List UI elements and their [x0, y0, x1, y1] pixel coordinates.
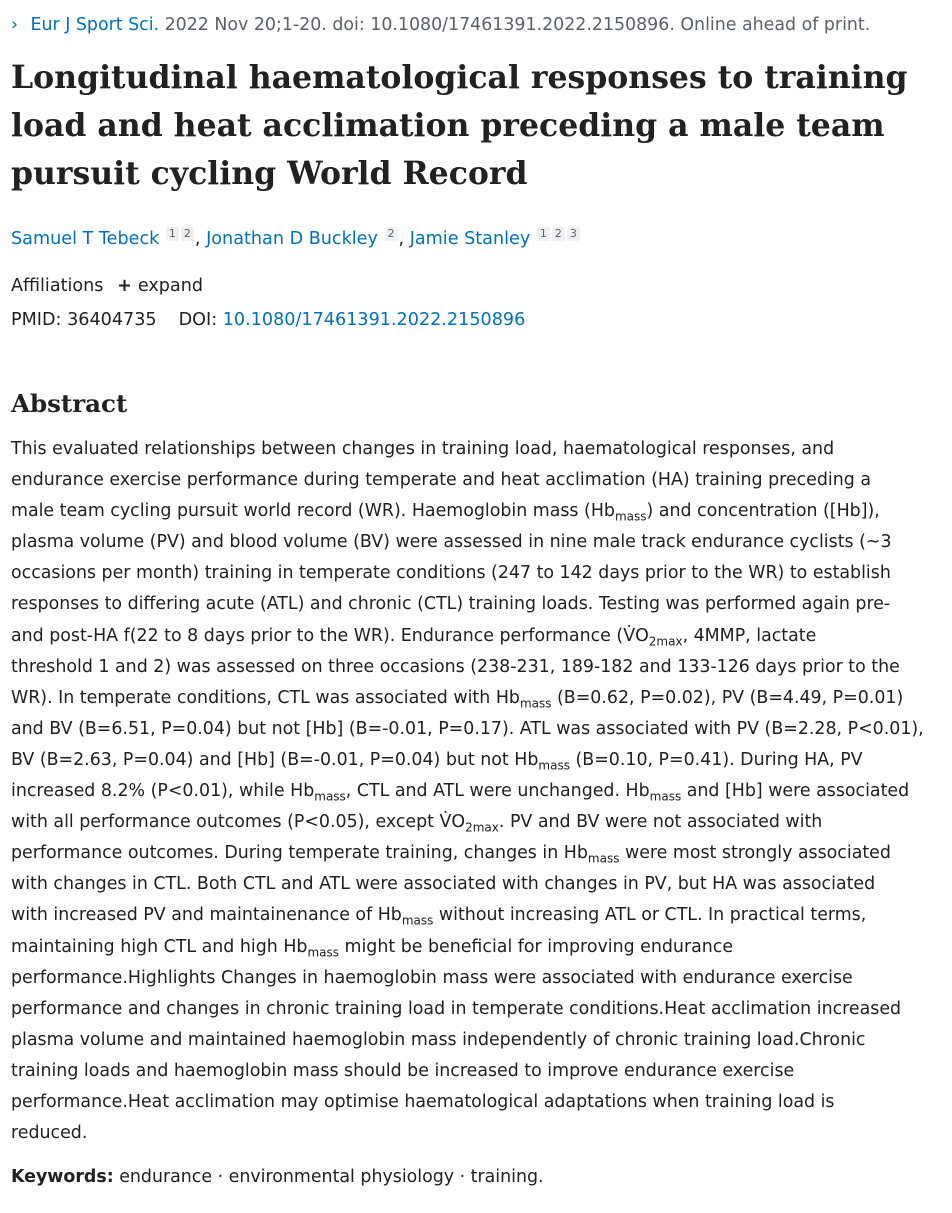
abstract-line: performance.Heat acclimation may optimise haematological adaptations when training load is	[11, 1091, 835, 1112]
abstract-line: training loads and haemoglobin mass should be increased to improve endurance exercise	[11, 1060, 795, 1081]
abstract-line: with all performance outcomes (P<0.05), except $V̇O_{2max}$. PV and BV were not associated with	[11, 812, 823, 835]
affiliation-ref[interactable]: 1	[166, 227, 179, 241]
abstract-line: performance and changes in chronic training load in temperate conditions.Heat acclimation increased	[11, 998, 902, 1019]
chevron-right-icon[interactable]: ›	[11, 15, 18, 35]
affiliation-ref[interactable]: 1	[537, 227, 550, 241]
journal-citation	[11, 13, 940, 37]
abstract-text	[11, 434, 940, 1149]
journal-link[interactable]: Eur J Sport Sci.	[30, 15, 160, 35]
abstract-heading: Abstract	[11, 389, 128, 418]
affiliation-ref[interactable]: 2	[552, 227, 565, 241]
abstract-line: performance outcomes. During temperate training, changes in $Hb_{mass}$ were most strongly associated	[11, 843, 891, 866]
abstract-line: responses to differing acute (ATL) and chronic (CTL) training loads. Testing was performed again pre-	[11, 594, 891, 615]
article-title: Longitudinal haematological responses to training load and heat acclimation preceding a male team pursuit cycling World Record	[11, 59, 908, 192]
abstract-line: WR). In temperate conditions, CTL was associated with $Hb_{mass}$ (B=0.62, P=0.02), PV (B=4.49, P=0.01)	[11, 687, 904, 711]
keywords-label: Keywords:	[11, 1167, 114, 1188]
abstract-line: occasions per month) training in temperate conditions (247 to 142 days prior to the WR) to establish	[11, 563, 891, 584]
pmid-label: PMID:	[11, 310, 62, 330]
citation-text: 2022 Nov 20;1-20. doi: 10.1080/17461391.2022.2150896. Online ahead of print.	[164, 15, 871, 35]
abstract-line: plasma volume and maintained haemoglobin mass independently of chronic training load.Chronic	[11, 1029, 866, 1050]
abstract-line: increased 8.2% (P<0.01), while $Hb_{mass}$, CTL and ATL were unchanged. $Hb_{mass}$ and [Hb] were associated	[11, 781, 910, 804]
affiliation-ref[interactable]: 2	[181, 227, 194, 241]
author-link[interactable]: Jamie Stanley	[409, 229, 531, 249]
doi-link[interactable]: 10.1080/17461391.2022.2150896	[222, 310, 526, 330]
article-identifiers	[11, 307, 940, 333]
abstract-line: with increased PV and maintainenance of $Hb_{mass}$ without increasing ATL or CTL. In practical terms,	[11, 905, 867, 928]
abstract-line: threshold 1 and 2) was assessed on three occasions (238-231, 189-182 and 133-126 days prior to the	[11, 656, 900, 677]
affiliation-ref[interactable]: 3	[567, 227, 580, 241]
author-link[interactable]: Jonathan D Buckley	[206, 229, 378, 249]
abstract-line: endurance exercise performance during temperate and heat acclimation (HA) training preceding a	[11, 470, 871, 491]
expand-button[interactable]	[117, 276, 203, 296]
keywords	[11, 1164, 940, 1190]
pmid-value: 36404735	[67, 310, 157, 330]
doi-label: DOI:	[178, 310, 218, 330]
keywords-text: endurance · environmental physiology · training.	[119, 1167, 544, 1188]
author-link[interactable]: Samuel T Tebeck	[11, 229, 160, 249]
abstract-line: plasma volume (PV) and blood volume (BV) were assessed in nine male track endurance cyclists (~3	[11, 532, 892, 553]
affiliations-label: Affiliations	[11, 276, 104, 296]
abstract-line: BV (B=2.63, P=0.04) and [Hb] (B=-0.01, P=0.04) but not $Hb_{mass}$ (B=0.10, P=0.41). During HA, PV	[11, 749, 863, 773]
abstract-line: with changes in CTL. Both CTL and ATL were associated with changes in PV, but HA was associated	[11, 874, 876, 895]
authors-list: Samuel T Tebeck 1 2 , Jonathan D Buckley 2 , Jamie Stanley 1 2 3	[11, 225, 940, 253]
article-page	[0, 13, 952, 1190]
abstract-line: This evaluated relationships between changes in training load, haematological responses, and	[11, 439, 835, 459]
abstract-line: reduced.	[11, 1123, 88, 1144]
expand-label: expand	[137, 276, 204, 296]
abstract-line: performance.Highlights Changes in haemoglobin mass were associated with endurance exercise	[11, 967, 853, 988]
abstract-line: maintaining high CTL and high $Hb_{mass}$ might be beneficial for improving endurance	[11, 936, 734, 959]
abstract-line: and post-HA f(22 to 8 days prior to the WR). Endurance performance ($V̇O_{2max}$, 4MMP, lactate	[11, 625, 817, 649]
affiliation-ref[interactable]: 2	[385, 227, 398, 241]
plus-icon: +	[117, 276, 132, 296]
affiliations-toggle[interactable]	[11, 273, 940, 299]
abstract-line: and BV (B=6.51, P=0.04) but not [Hb] (B=-0.01, P=0.17). ATL was associated with PV (B=2.28, P<0.01),	[11, 718, 924, 739]
abstract-line: male team cycling pursuit world record (WR). Haemoglobin mass $(Hb_{mass})$ and concentration ([Hb]),	[11, 501, 880, 524]
